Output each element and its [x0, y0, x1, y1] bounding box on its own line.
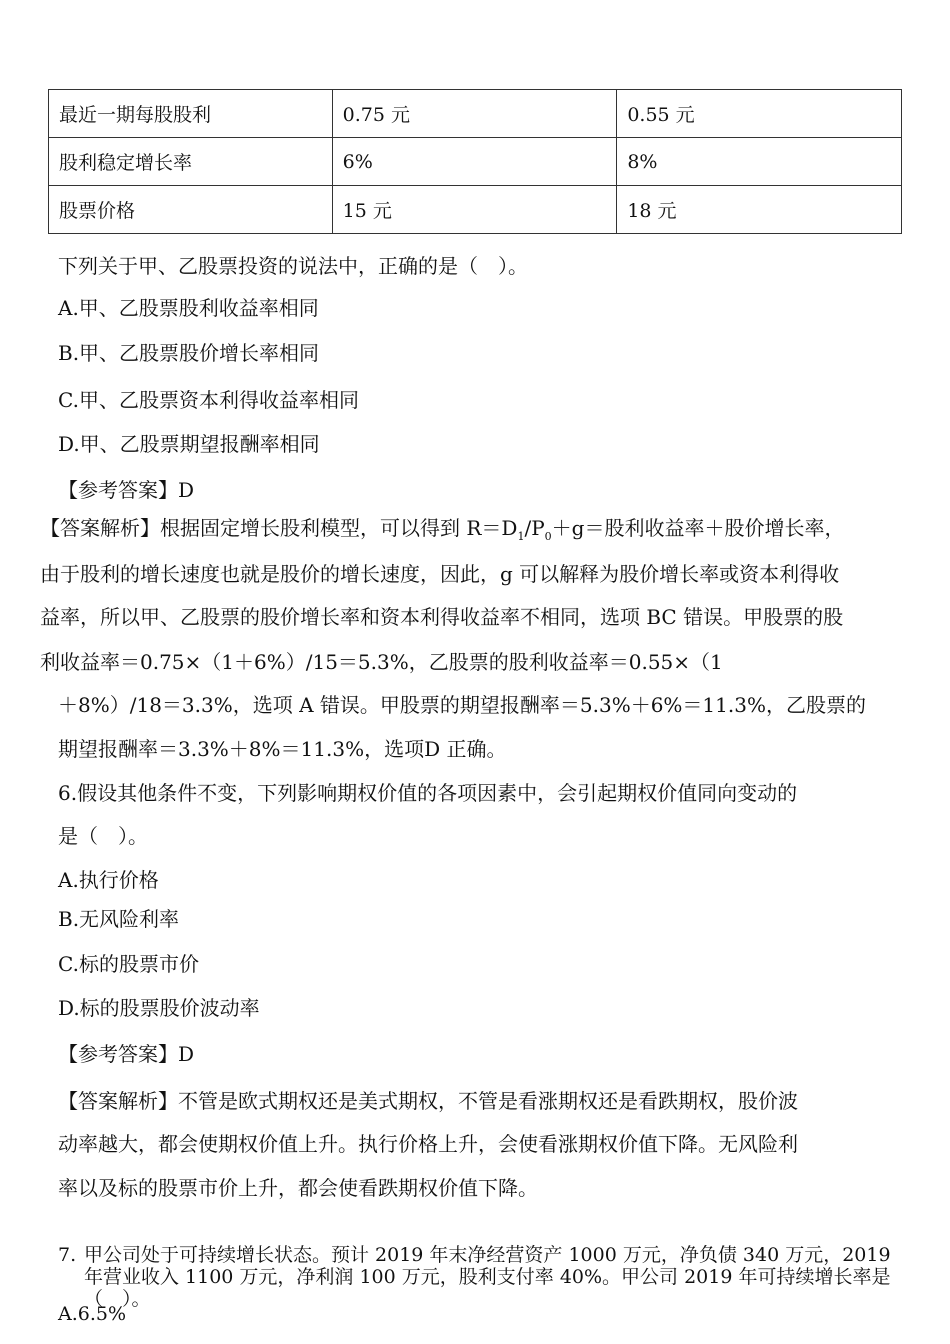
q5-analysis-prefix: 【答案解析】根据固定增长股利模型，可以得到 R＝D — [40, 516, 518, 540]
q6-analysis-line: 动率越大，都会使期权价值上升。执行价格上升，会使看涨期权价值下降。无风险利 — [58, 1132, 798, 1156]
table-cell: 股利稳定增长率 — [49, 138, 333, 186]
table-cell: 0.55 元 — [617, 90, 902, 138]
q6-stem: 6.假设其他条件不变，下列影响期权价值的各项因素中，会引起期权价值同向变动的 — [58, 781, 798, 805]
q5-answer: 【参考答案】D — [58, 478, 195, 502]
table-cell: 最近一期每股股利 — [49, 90, 333, 138]
q6-answer: 【参考答案】D — [58, 1042, 195, 1066]
q5-analysis-line — [40, 518, 844, 542]
q5-analysis-sub1: 1 — [517, 530, 525, 543]
q6-option-b: B.无风险利率 — [58, 907, 180, 931]
q5-analysis-line: ＋8%）/18＝3.3%，选项 A 错误。甲股票的期望报酬率＝5.3%＋6%＝11.3%，乙股票的 — [58, 693, 866, 717]
table-cell: 0.75 元 — [332, 90, 617, 138]
q6-option-a: A.执行价格 — [58, 868, 159, 892]
table-cell: 18 元 — [617, 186, 902, 234]
table-cell: 股票价格 — [49, 186, 333, 234]
q5-stem: 下列关于甲、乙股票投资的说法中，正确的是（ ）。 — [58, 254, 528, 278]
table-cell: 6% — [332, 138, 617, 186]
q7-stem-block — [58, 1244, 908, 1310]
q6-analysis-line: 【答案解析】不管是欧式期权还是美式期权，不管是看涨期权还是看跌期权，股价波 — [58, 1089, 798, 1113]
q5-analysis-suffix: ＋g＝股利收益率＋股价增长率， — [551, 516, 845, 540]
table-row — [49, 186, 902, 234]
q6-analysis-line: 率以及标的股票市价上升，都会使看跌期权价值下降。 — [58, 1176, 538, 1200]
q5-analysis-sub0: 0 — [544, 530, 552, 543]
q5-analysis-line: 期望报酬率＝3.3%＋8%＝11.3%，选项D 正确。 — [58, 737, 507, 761]
q5-option-d: D.甲、乙股票期望报酬率相同 — [58, 432, 320, 456]
q7-stem: 甲公司处于可持续增长状态。预计 2019 年末净经营资产 1000 万元，净负债 340 万元，2019 年营业收入 1100 万元，净利润 100 万元，股利支付率 40%。甲公司 2019 年可持续增长率是（ ）。 — [84, 1244, 891, 1310]
q5-analysis-line: 益率，所以甲、乙股票的股价增长率和资本利得收益率不相同，选项 BC 错误。甲股票的股 — [40, 605, 844, 629]
table-cell: 15 元 — [332, 186, 617, 234]
table-cell: 8% — [617, 138, 902, 186]
q5-option-a: A.甲、乙股票股利收益率相同 — [58, 296, 319, 320]
q5-analysis-line: 利收益率＝0.75×（1＋6%）/15＝5.3%，乙股票的股利收益率＝0.55×（1 — [40, 650, 723, 674]
table-row — [49, 90, 902, 138]
q6-stem: 是（ ）。 — [58, 824, 148, 848]
q5-option-b: B.甲、乙股票股价增长率相同 — [58, 341, 320, 365]
q5-analysis-line: 由于股利的增长速度也就是股价的增长速度，因此，g 可以解释为股价增长率或资本利得收 — [40, 562, 840, 586]
q7-option-a: A.6.5% — [58, 1303, 127, 1325]
q5-analysis-mid: /P — [524, 516, 545, 540]
stock-comparison-table — [48, 89, 902, 234]
q6-option-c: C.标的股票市价 — [58, 952, 199, 976]
q6-option-d: D.标的股票股价波动率 — [58, 996, 260, 1020]
q7-number: 7. — [58, 1244, 77, 1266]
q5-option-c: C.甲、乙股票资本利得收益率相同 — [58, 388, 359, 412]
table-row — [49, 138, 902, 186]
